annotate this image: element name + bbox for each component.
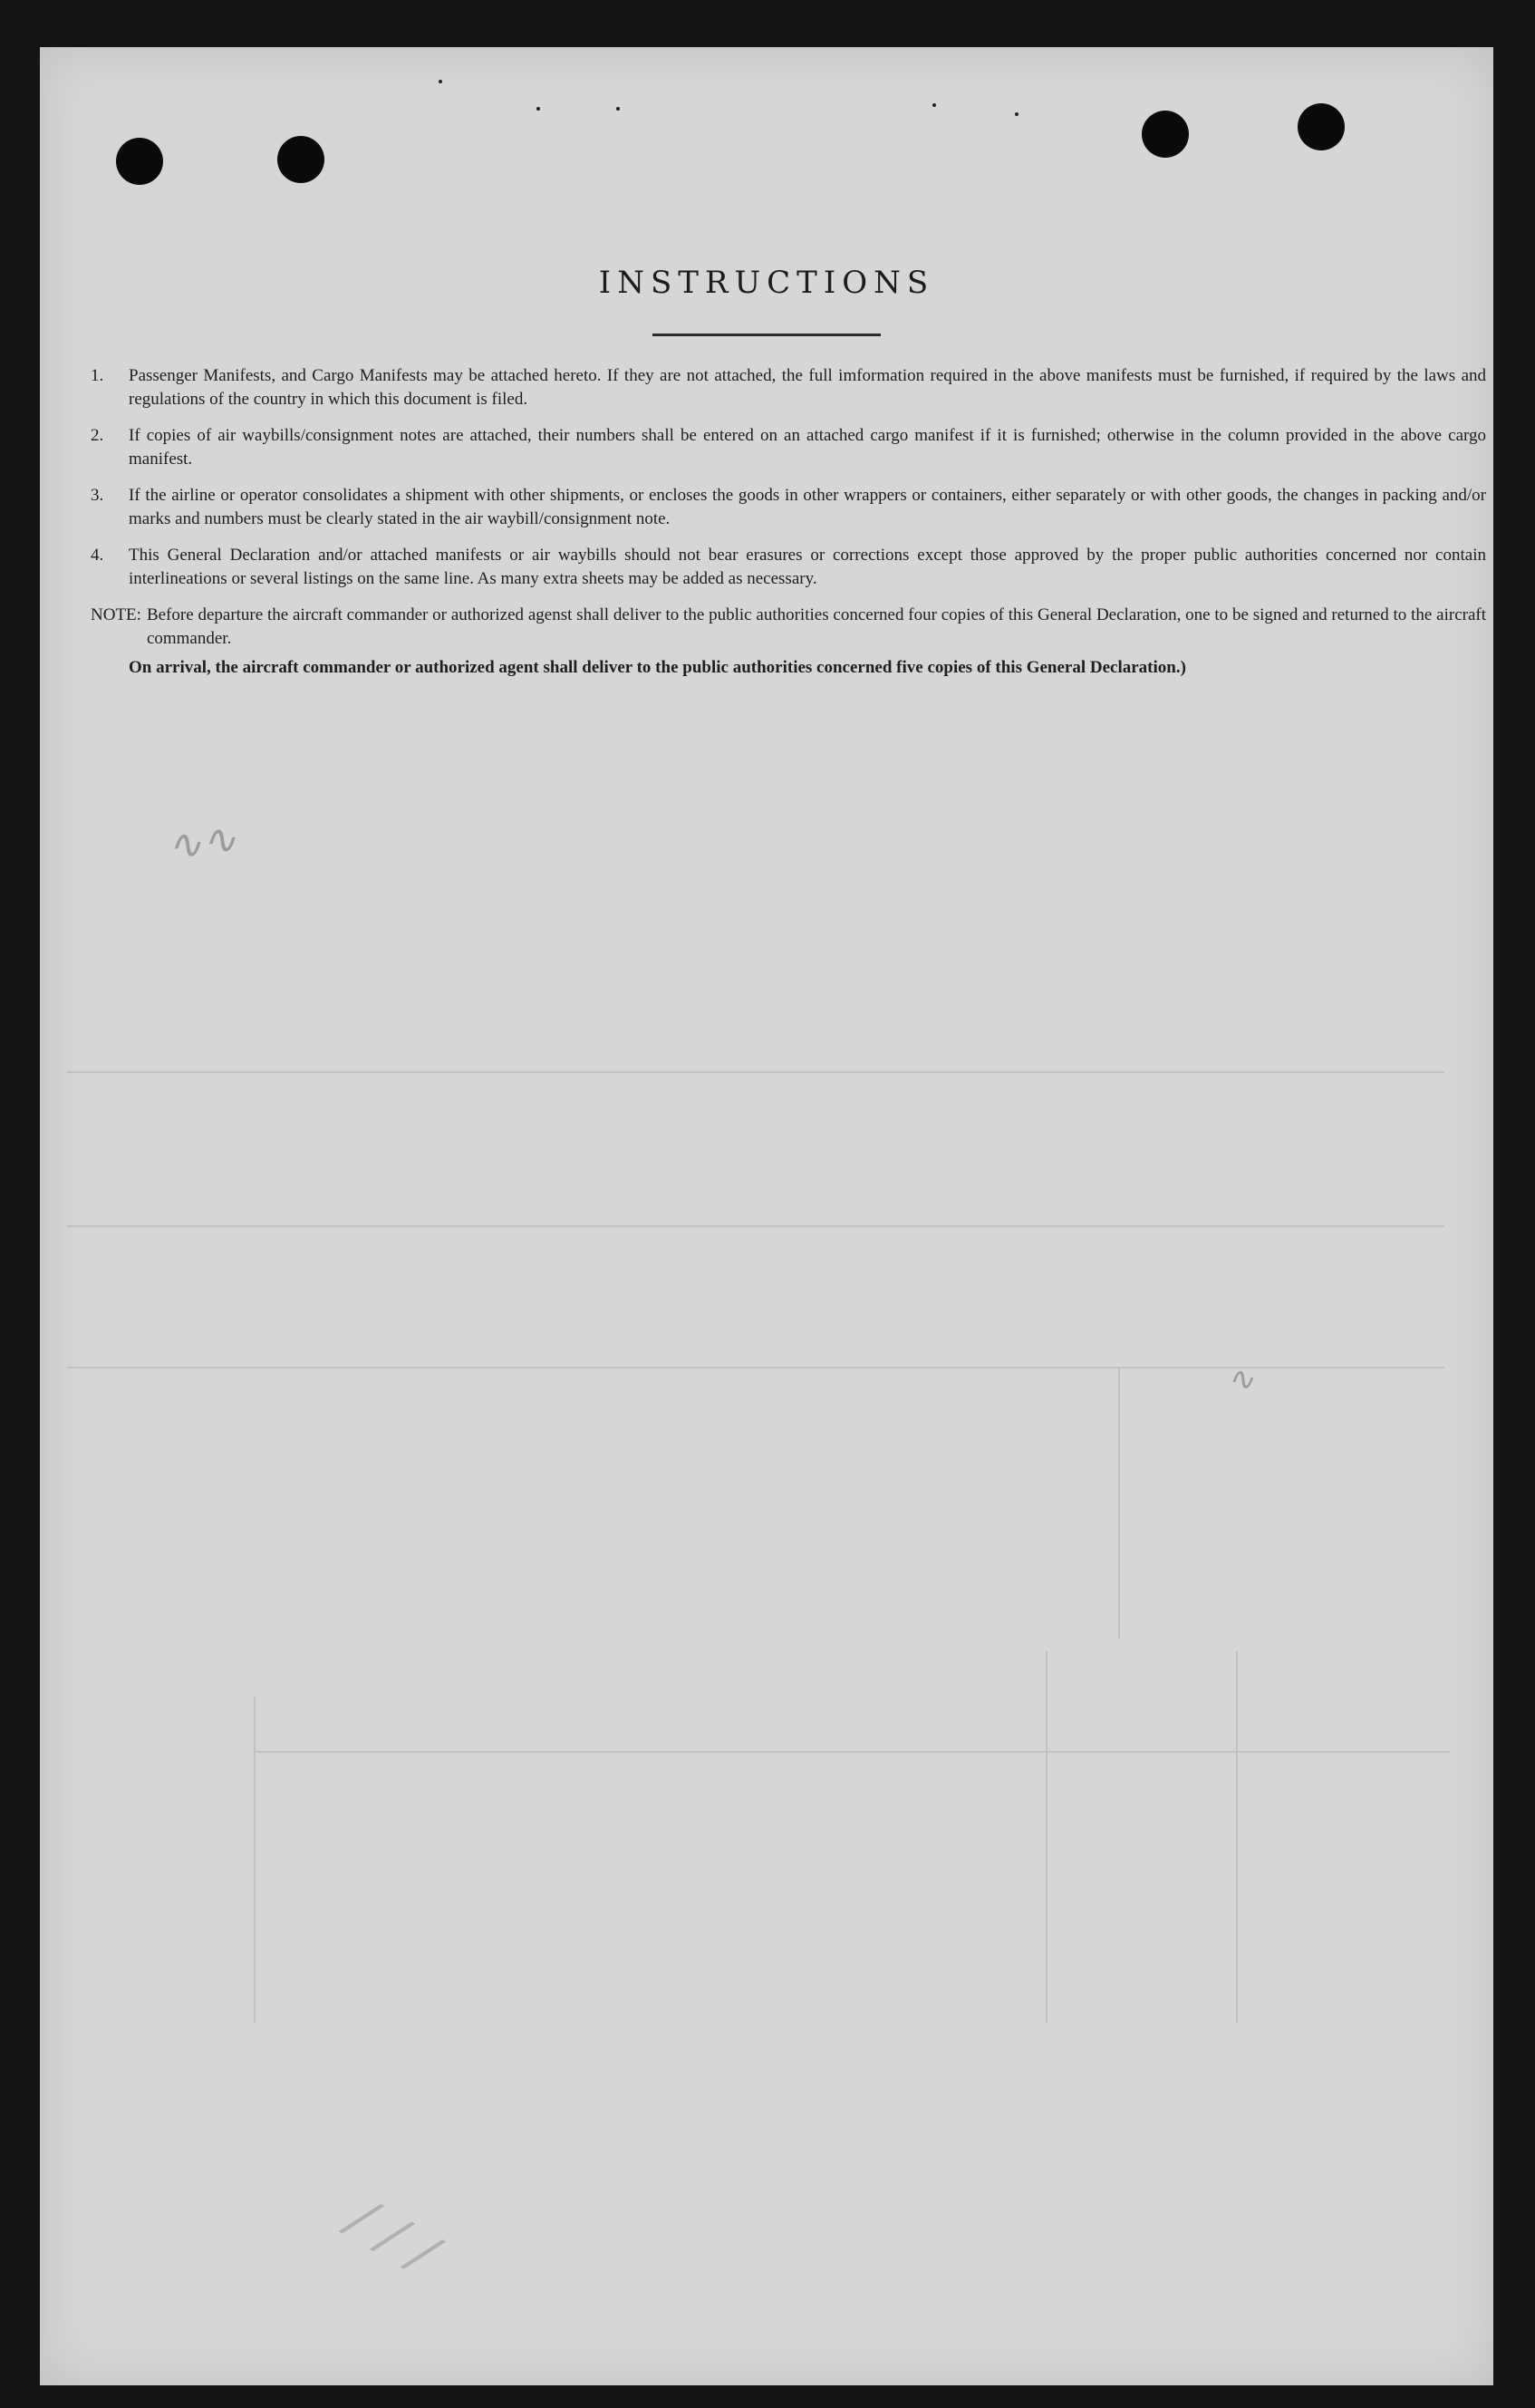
speck-mark (616, 107, 620, 111)
bleed-through-line (67, 1225, 1444, 1227)
punch-hole-icon (116, 138, 163, 185)
handwritten-mark: ∿∿ (163, 812, 240, 872)
item-text: If the airline or operator consolidates a shipment with other shipments, or encloses the goods in other wrappers or containers, either separately or with other goods, the changes in packing and/or marks and numbers must be clearly stated in the air waybill/consignment note. (129, 486, 1486, 528)
bleed-through-line (1046, 1651, 1047, 2023)
item-text: If copies of air waybills/consignment notes are attached, their numbers shall be entered on an attached cargo manifest if it is furnished; otherwise in the column provided in the above cargo manifest. (129, 426, 1486, 469)
page-title: INSTRUCTIONS (598, 265, 935, 301)
note-text: Before departure the aircraft commander or authorized agenst shall deliver to the public authorities concerned four copies of this General Declaration, one to be signed and returned to the aircraft commander. (146, 605, 1486, 648)
note-first-paragraph (91, 604, 1486, 651)
bleed-through-line (1118, 1367, 1120, 1639)
item-text: This General Declaration and/or attached manifests or air waybills should not bear erasures or corrections except those approved by the proper public authorities concerned nor contain interlineations or several listings on the same line. As many extra sheets may be added as necessary. (129, 546, 1486, 588)
bleed-through-line (254, 1697, 256, 2023)
bleed-through-line (67, 1071, 1444, 1073)
list-item (91, 484, 1486, 531)
item-number: 1. (91, 366, 104, 385)
instructions-list (91, 364, 1486, 680)
item-number: 2. (91, 426, 104, 445)
bleed-through-line (254, 1751, 1450, 1753)
note-label: NOTE: (91, 605, 141, 624)
list-item (91, 544, 1486, 591)
speck-mark (439, 80, 442, 83)
item-number: 4. (91, 546, 104, 565)
speck-mark (1015, 112, 1019, 116)
punch-hole-icon (1142, 111, 1189, 158)
list-item (91, 424, 1486, 471)
bleed-through-line (1236, 1651, 1238, 2023)
speck-mark (536, 107, 540, 111)
document-page (40, 47, 1493, 2385)
punch-hole-icon (277, 136, 324, 183)
item-text: Passenger Manifests, and Cargo Manifests may be attached hereto. If they are not attached, the full imformation required in the above manifests must be furnished, if required by the laws and regulations of the country in which this document is filed. (129, 366, 1486, 409)
item-number: 3. (91, 486, 104, 505)
speck-mark (932, 103, 936, 107)
handwritten-mark: / / / (338, 2185, 448, 2287)
list-item (91, 364, 1486, 411)
note-block (91, 604, 1486, 680)
title-underline (652, 334, 881, 336)
note-second-paragraph: On arrival, the aircraft commander or authorized agent shall deliver to the public authorities concerned five copies of this General Declaration.) (129, 658, 1186, 677)
punch-hole-icon (1298, 103, 1345, 150)
handwritten-mark: ∿ (1224, 1359, 1257, 1400)
